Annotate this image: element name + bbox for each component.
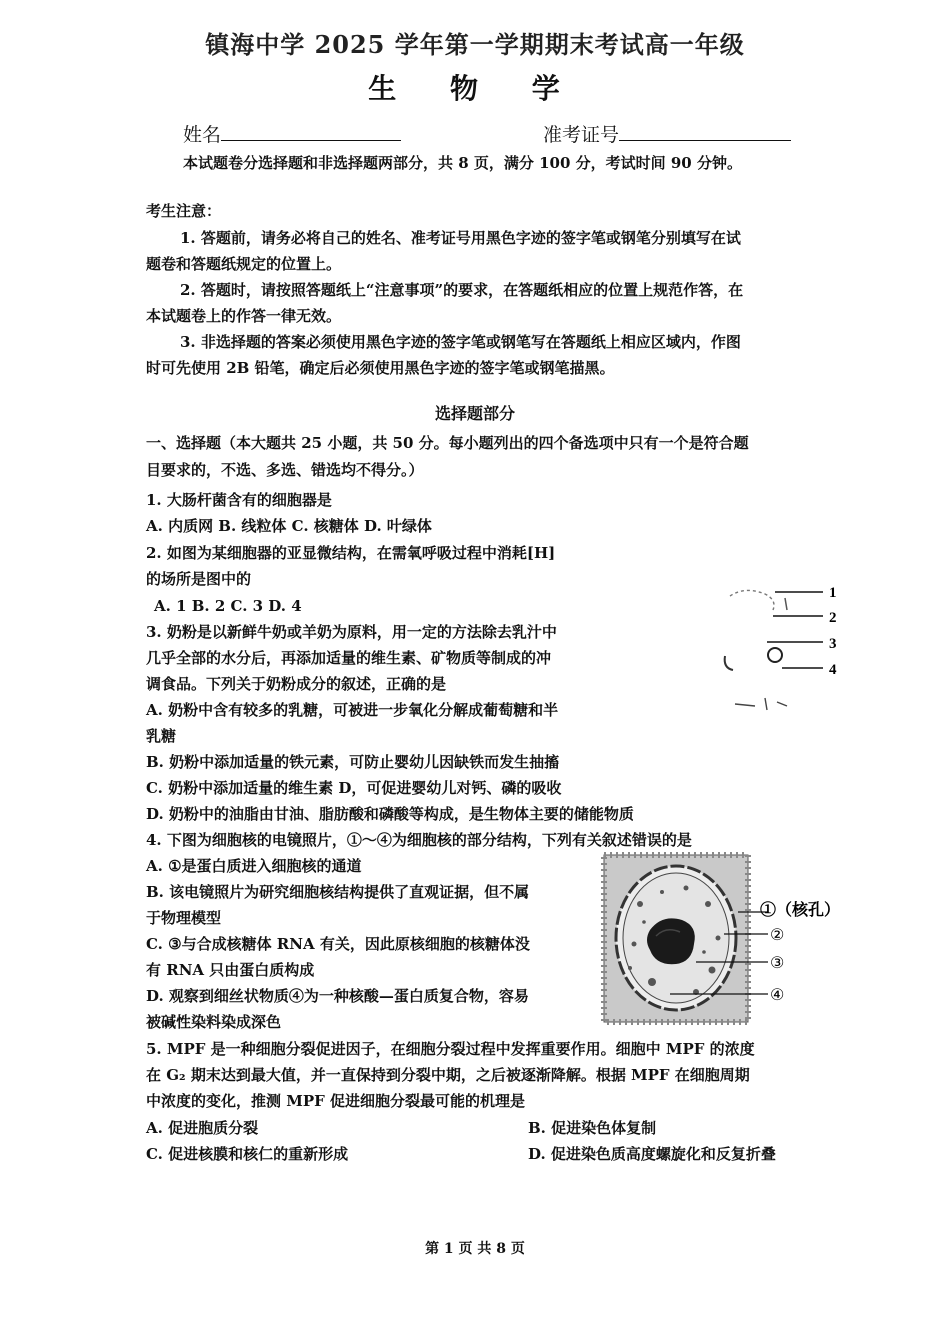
q3-option-d: D. 奶粉中的油脂由甘油、脂肪酸和磷酸等构成，是生物体主要的储能物质 xyxy=(146,805,634,823)
q3-stem-line-3: 调食品。下列关于奶粉成分的叙述，正确的是 xyxy=(146,675,447,693)
notice-item-1-line-2: 题卷和答题纸规定的位置上。 xyxy=(146,255,342,273)
q4-option-c-line-2: 有 RNA 只由蛋白质构成 xyxy=(146,961,315,979)
q2-stem-line-2: 的场所是图中的 xyxy=(146,570,252,588)
q3-option-a-line-1: A. 奶粉中含有较多的乳糖，可被进一步氧化分解成葡萄糖和半 xyxy=(146,701,559,719)
section-instruction-line-1: 一、选择题（本大题共 25 小题，共 50 分。每小题列出的四个备选项中只有一个是符合题 xyxy=(146,434,749,452)
section-instruction-line-2: 目要求的，不选、多选、错选均不得分。） xyxy=(146,461,424,479)
name-field xyxy=(183,122,401,146)
q4-option-d-line-1: D. 观察到细丝状物质④为一种核酸—蛋白质复合物，容易 xyxy=(146,987,529,1005)
school-title: 镇海中学 2025 学年第一学期期末考试高一年级 xyxy=(205,30,745,59)
organelle-label-4: 4 xyxy=(829,662,837,678)
q5-option-b: B. 促进染色体复制 xyxy=(528,1119,657,1137)
name-blank xyxy=(221,122,401,141)
q2-stem-line-1: 2. 如图为某细胞器的亚显微结构，在需氧呼吸过程中消耗[H] xyxy=(146,544,556,562)
section-title: 选择题部分 xyxy=(434,404,515,423)
nucleus-label-3: ③ xyxy=(770,955,785,972)
organelle-label-1: 1 xyxy=(829,585,837,601)
notice-item-2-line-2: 本试题卷上的作答一律无效。 xyxy=(146,307,342,325)
q5-option-a: A. 促进胞质分裂 xyxy=(146,1119,259,1137)
organelle-label-2: 2 xyxy=(829,610,837,626)
notice-item-3-line-2: 时可先使用 2B 铅笔，确定后必须使用黑色字迹的签字笔或钢笔描黑。 xyxy=(146,359,615,377)
subject-title: 生 物 学 xyxy=(368,72,582,105)
q1-stem: 1. 大肠杆菌含有的细胞器是 xyxy=(146,491,332,509)
q5-option-c: C. 促进核膜和核仁的重新形成 xyxy=(146,1145,349,1163)
q4-option-d-line-2: 被碱性染料染成深色 xyxy=(146,1013,282,1031)
notice-item-2-line-1: 2. 答题时，请按照答题纸上“注意事项”的要求，在答题纸相应的位置上规范作答，在 xyxy=(180,281,744,299)
q3-stem-line-2: 几乎全部的水分后，再添加适量的维生素、矿物质等制成的冲 xyxy=(146,649,552,667)
q3-option-c: C. 奶粉中添加适量的维生素 D，可促进婴幼儿对钙、磷的吸收 xyxy=(146,779,562,797)
exam-id-label: 准考证号 xyxy=(543,124,620,146)
q2-options: A. 1 B. 2 C. 3 D. 4 xyxy=(154,597,302,615)
q4-option-b-line-2: 于物理模型 xyxy=(146,909,222,927)
q3-stem-line-1: 3. 奶粉是以新鲜牛奶或羊奶为原料，用一定的方法除去乳汁中 xyxy=(146,623,557,641)
notice-title: 考生注意： xyxy=(146,202,222,220)
nucleus-micrograph xyxy=(600,852,860,1027)
q5-stem-line-3: 中浓度的变化，推测 MPF 促进细胞分裂最可能的机理是 xyxy=(146,1092,525,1110)
q5-stem-line-1: 5. MPF 是一种细胞分裂促进因子，在细胞分裂过程中发挥重要作用。细胞中 MPF 的浓度 xyxy=(146,1040,755,1058)
exam-id-field xyxy=(543,122,791,146)
page-footer: 第 1 页 共 8 页 xyxy=(425,1241,525,1257)
q5-stem-line-2: 在 G₂ 期末达到最大值，并一直保持到分裂中期，之后被逐渐降解。根据 MPF 在细胞周期 xyxy=(146,1066,750,1084)
q3-option-a-line-2: 乳糖 xyxy=(146,727,177,745)
notice-item-3-line-1: 3. 非选择题的答案必须使用黑色字迹的签字笔或钢笔写在答题纸上相应区域内，作图 xyxy=(180,333,741,351)
organelle-figure xyxy=(715,576,850,716)
nucleus-label-2: ② xyxy=(770,927,785,944)
q5-option-d: D. 促进染色质高度螺旋化和反复折叠 xyxy=(528,1145,776,1163)
exam-id-blank xyxy=(619,122,791,141)
organelle-label-3: 3 xyxy=(829,636,837,652)
q3-option-b: B. 奶粉中添加适量的铁元素，可防止婴幼儿因缺铁而发生抽搐 xyxy=(146,753,560,771)
notice-item-1-line-1: 1. 答题前，请务必将自己的姓名、准考证号用黑色字迹的签字笔或钢笔分别填写在试 xyxy=(180,229,741,247)
exam-intro: 本试题卷分选择题和非选择题两部分，共 8 页，满分 100 分，考试时间 90 分钟。 xyxy=(183,154,742,172)
nucleus-label-4: ④ xyxy=(770,987,785,1004)
name-label: 姓名 xyxy=(183,124,222,146)
nucleus-label-1: ①（核孔） xyxy=(760,902,841,919)
q4-stem: 4. 下图为细胞核的电镜照片，①～④为细胞核的部分结构，下列有关叙述错误的是 xyxy=(146,831,692,849)
q4-option-c-line-1: C. ③与合成核糖体 RNA 有关，因此原核细胞的核糖体没 xyxy=(146,935,530,953)
q4-option-b-line-1: B. 该电镜照片为研究细胞核结构提供了直观证据，但不属 xyxy=(146,883,530,901)
q4-option-a: A. ①是蛋白质进入细胞核的通道 xyxy=(146,857,362,875)
q1-options: A. 内质网 B. 线粒体 C. 核糖体 D. 叶绿体 xyxy=(146,517,432,535)
